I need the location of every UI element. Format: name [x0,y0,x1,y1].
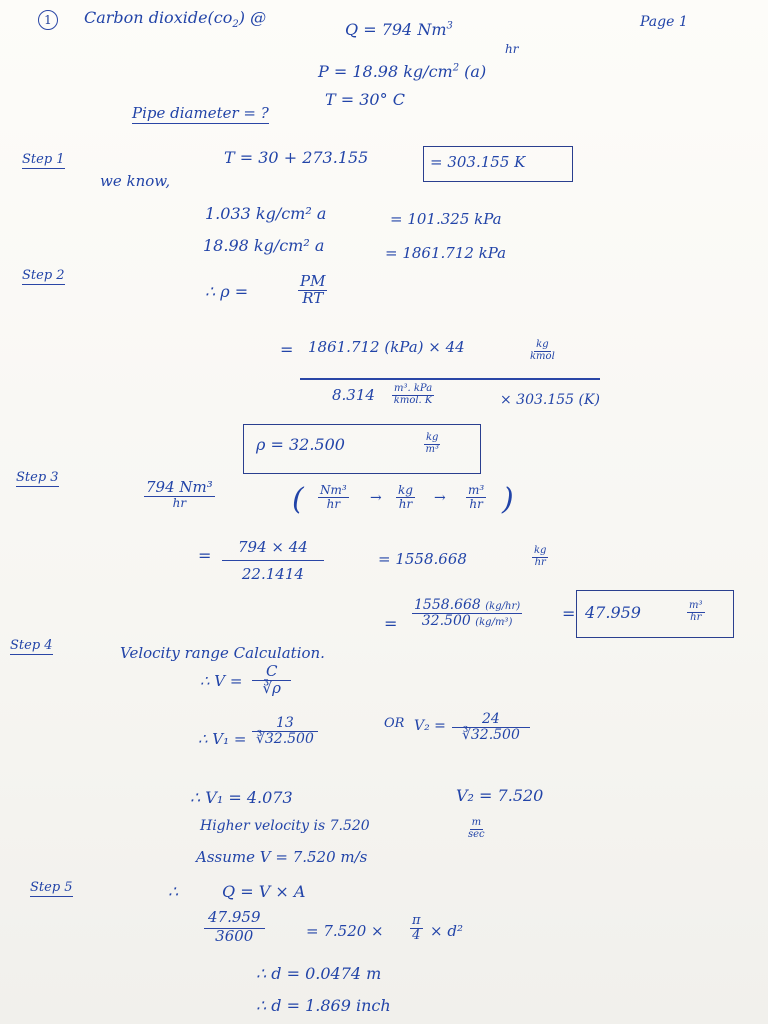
density-formula [298,274,327,307]
vol-eq-sign: = [384,614,398,633]
flow-rate [345,20,453,39]
velocity-title: Velocity range Calculation. [120,644,325,662]
vol-den-value: 32.500 [421,612,471,629]
density-result-unit [424,433,440,455]
density-unit-bot: m³ [425,443,439,455]
we-know: we know, [100,172,171,190]
higher-velocity-unit [468,818,485,840]
conv-nm3-num: Nm³ [320,483,347,497]
v1-lhs: ∴ V₁ = [198,730,247,748]
mass-unit-top: kg [534,545,547,556]
pressure-sup: 2 [452,62,460,74]
density-result-box [243,424,481,474]
mass-result: = 1558.668 [378,550,467,568]
mass-unit-bot: hr [534,556,546,568]
close-paren: ) [502,482,514,517]
step-4-label: Step 4 [10,638,53,653]
conv-m3-num: m³ [468,483,485,497]
vol-unit-top: m³ [689,600,703,611]
flow-given [144,480,215,509]
pi-den: 4 [412,927,421,943]
v2-lhs: V₂ = [414,718,446,734]
pressure-text: P = 18.98 kg/cm [318,62,453,81]
v1-fraction-num: 13 [252,716,318,732]
velocity-lhs: ∴ V = [200,672,243,690]
vol-num-value: 1558.668 [414,597,481,613]
v2-fraction-den: ∛32.500 [461,726,520,743]
flow-lhs-num: 47.959 [204,910,265,929]
or-text: OR [384,716,405,731]
step-5-label: Step 5 [30,880,73,895]
conv1-right: = 101.325 kPa [390,210,502,228]
vol-den-unit: (kg/m³) [475,616,513,628]
temperature: T = 30° C [325,90,405,109]
pipe-diameter-question: Pipe diameter = ? [132,104,269,122]
denom-unit-top: m³. kPa [394,383,433,394]
temp-result-box [423,146,573,182]
assume-velocity: Assume V = 7.520 m/s [196,848,368,866]
open-paren: ( [292,482,304,517]
v2-fraction [452,712,530,742]
density-denom-b: × 303.155 (K) [500,392,600,408]
conv-kg-den: hr [398,496,413,511]
pressure-unit: (a) [464,62,487,81]
vol-fraction-num [412,598,522,614]
conv-arrow-2: → [434,490,446,506]
diameter-m: ∴ d = 0.0474 m [256,964,382,983]
vol-fraction [412,598,522,628]
temp-result: = 303.155 K [430,153,526,171]
mass-result-unit [532,546,548,568]
pi-fraction [410,914,423,942]
velocity-formula [252,664,291,697]
velocity-formula-num: C [252,664,291,681]
mass-fraction [222,540,324,583]
title-end: ) @ [238,8,267,27]
v1-result: ∴ V₁ = 4.073 [190,788,293,807]
higher-velocity: Higher velocity is 7.520 [200,818,370,834]
v1-fraction-den: ∛32.500 [255,730,314,747]
mass-eq-sign: = [198,546,212,565]
velocity-formula-den: ∛ρ [262,678,281,697]
problem-title [84,8,266,30]
density-lhs: ∴ ρ = [205,282,249,301]
higher-unit-bot: sec [468,828,485,840]
density-denom-a: 8.314 [332,386,375,404]
vol-result-box [576,590,734,638]
conv-nm3 [318,484,349,510]
density-formula-num: PM [300,272,326,290]
step-1-label: Step 1 [22,152,65,167]
step-5-therefore: ∴ [168,882,179,901]
vol-fraction-den [422,614,513,629]
density-numerator: 1861.712 (kPa) × 44 [308,338,465,356]
v1-fraction [252,716,318,746]
density-denom-unit [392,384,434,406]
step-3-label: Step 3 [16,470,59,485]
density-numerator-unit [530,340,555,362]
conv-nm3-den: hr [326,496,341,511]
density-result: ρ = 32.500 [256,435,345,454]
flow-rhs-b: × d² [430,922,463,940]
density-unit-top: kg [426,432,439,443]
conv-kg [396,484,415,510]
density-formula-den: RT [302,288,324,307]
flow-lhs-den: 3600 [215,926,254,945]
higher-unit-top: m [471,817,482,828]
flow-equation: Q = V × A [222,882,306,901]
conv-m3-den: hr [469,496,483,511]
flow-rate-text: Q = 794 Nm [345,20,447,39]
flow-rate-den: hr [505,42,519,56]
vol-result: 47.959 [585,603,641,622]
numerator-unit-top: kg [536,339,549,350]
mass-fraction-num: 794 × 44 [222,540,324,561]
vol-result-unit [687,601,705,623]
diameter-inch: ∴ d = 1.869 inch [256,996,391,1015]
vol-unit-bot: hr [690,611,702,623]
conv2-right: = 1861.712 kPa [385,244,507,262]
title-subscript: 2 [232,19,239,31]
density-eq-sign: = [280,340,294,359]
v2-fraction-num: 24 [452,712,530,728]
problem-number: 1 [38,10,58,30]
denom-unit-bot: kmol. K [393,394,433,406]
conv1-left: 1.033 kg/cm² a [205,204,327,223]
vol-num-unit: (kg/hr) [485,601,521,612]
v2-result: V₂ = 7.520 [456,786,544,805]
page-number: Page 1 [640,14,688,30]
pi-num: π [412,913,421,928]
flow-given-den: hr [172,495,187,510]
temp-calc: T = 30 + 273.155 [224,148,369,167]
flow-rate-sup: 3 [446,20,453,32]
flow-given-num: 794 Nm³ [146,478,213,496]
title-text: Carbon dioxide(co [84,8,233,27]
step-2-label: Step 2 [22,268,65,283]
numerator-unit-bot: kmol [530,350,555,362]
conv-arrow-1: → [370,490,382,506]
conv2-left: 18.98 kg/cm² a [203,236,325,255]
flow-lhs-fraction [204,910,265,945]
conv-kg-num: kg [398,483,413,497]
vol-result-eq: = [562,604,576,623]
density-fraction-bar [300,378,600,380]
flow-rhs-a: = 7.520 × [306,922,384,940]
conv-m3 [466,484,486,510]
pressure [318,62,486,81]
mass-fraction-den: 22.1414 [241,564,304,583]
